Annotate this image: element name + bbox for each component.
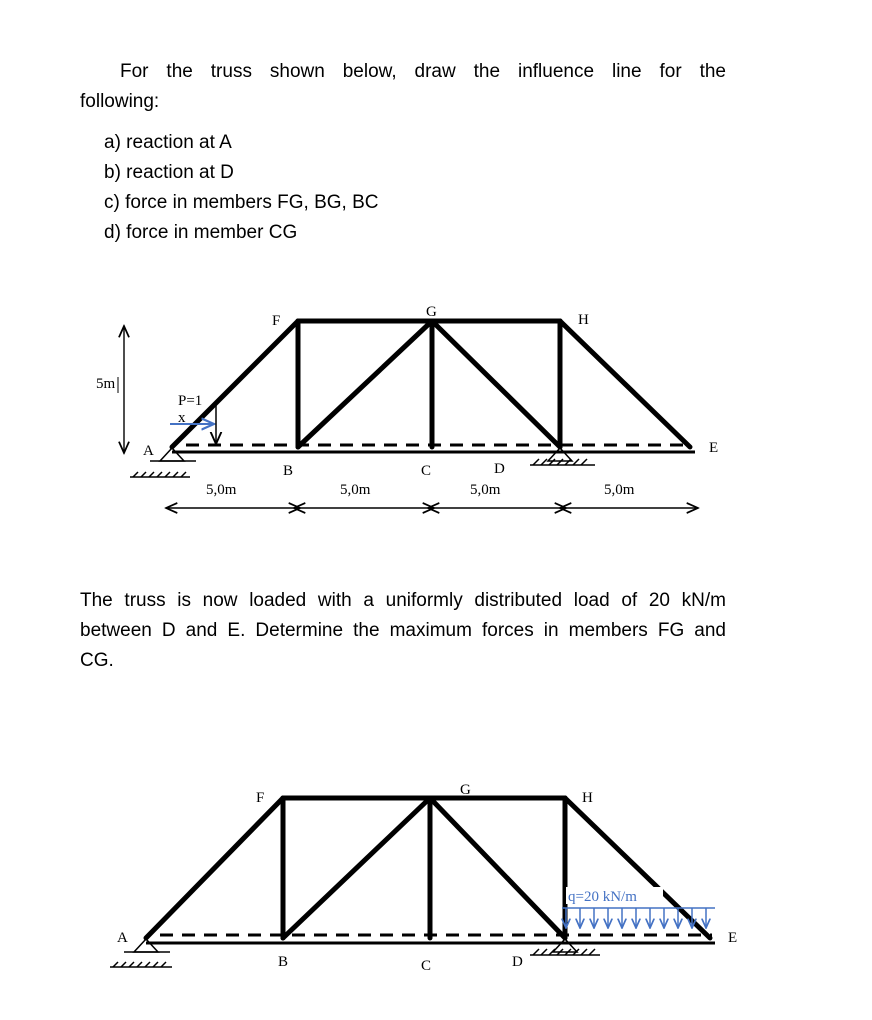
node-label-C-2: C	[421, 958, 432, 974]
task-item-d: d) force in member CG	[104, 222, 298, 243]
span-label-2: 5,0m	[340, 482, 371, 498]
task-item-b: b) reaction at D	[104, 162, 234, 183]
node-label-E-2: E	[728, 930, 738, 946]
node-label-F: F	[272, 313, 281, 329]
truss-members-2	[146, 798, 710, 938]
x-label: x	[178, 410, 186, 426]
udl-paragraph-line-1: The truss is now loaded with a uniformly distributed load of 20 kN/m	[80, 590, 726, 611]
node-label-E: E	[709, 440, 719, 456]
member-BG-2	[283, 798, 430, 938]
intro-line-1: For the truss shown below, draw the influence line for the	[120, 61, 726, 82]
intro-line-2: following:	[80, 91, 160, 112]
node-label-A-2: A	[117, 930, 128, 946]
node-label-G-2: G	[460, 782, 471, 798]
node-label-H-2: H	[582, 790, 593, 806]
udl-arrows	[562, 908, 715, 928]
span-label-1: 5,0m	[206, 482, 237, 498]
span-label-4: 5,0m	[604, 482, 635, 498]
node-label-D: D	[494, 461, 505, 477]
node-label-G: G	[426, 304, 437, 320]
node-label-B-2: B	[278, 954, 289, 970]
span-label-3: 5,0m	[470, 482, 501, 498]
node-label-F-2: F	[256, 790, 265, 806]
task-item-c: c) force in members FG, BG, BC	[104, 192, 379, 213]
udl-paragraph-line-2: between D and E. Determine the maximum forces in members FG and	[80, 620, 726, 641]
udl-paragraph-line-3: CG.	[80, 650, 114, 671]
roller-support-D-2	[530, 939, 600, 955]
height-label: 5m	[96, 376, 116, 392]
node-label-B: B	[283, 463, 294, 479]
node-label-H: H	[578, 312, 589, 328]
udl-label: q=20 kN/m	[568, 889, 637, 905]
task-item-a: a) reaction at A	[104, 132, 232, 153]
node-label-A: A	[143, 443, 154, 459]
member-AF-2	[146, 798, 283, 938]
node-label-D-2: D	[512, 954, 523, 970]
member-GD-2	[430, 798, 565, 938]
load-label: P=1	[178, 393, 203, 409]
node-label-C: C	[421, 463, 432, 479]
member-HE-2	[565, 798, 710, 938]
